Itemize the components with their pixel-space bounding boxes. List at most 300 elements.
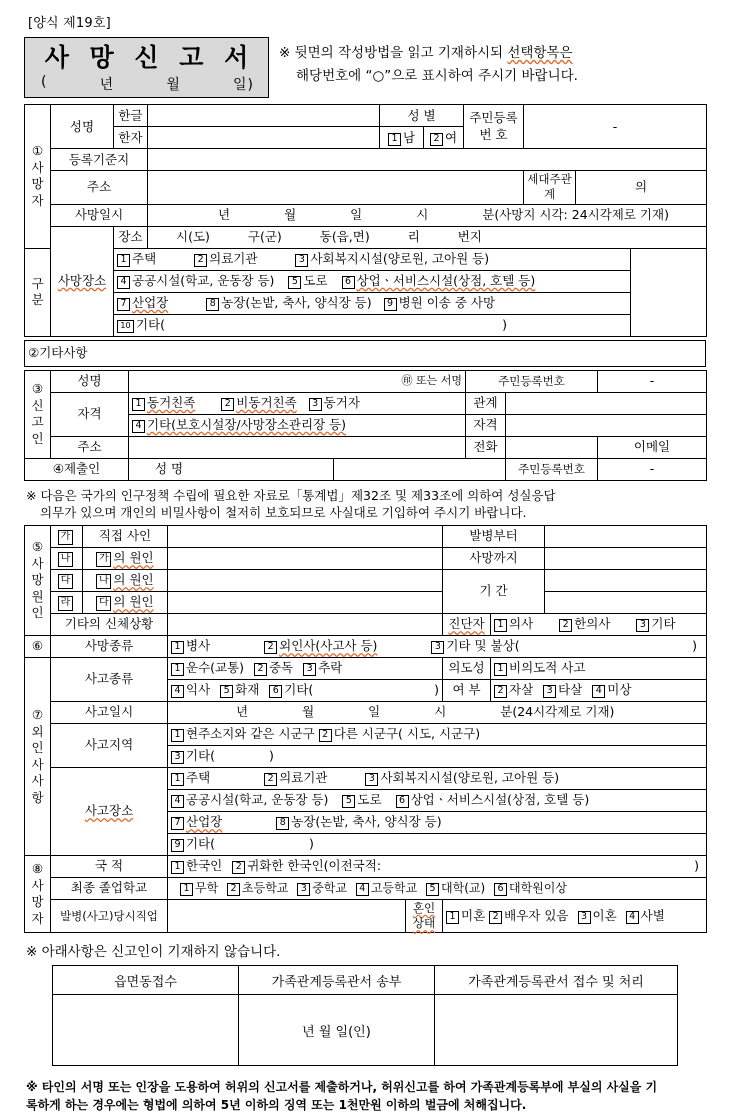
reporter-table [24,370,707,481]
boxed-ra-icon: 라 [58,596,73,611]
diagnoser-options[interactable] [491,614,707,636]
death-place-opt-10-close: ) [502,316,508,332]
table-row [25,171,707,204]
table-row [25,570,707,592]
table-row [25,340,706,366]
intent-row2[interactable] [491,680,707,702]
accident-place-row4[interactable] [168,834,707,856]
registry-base-label: 등록기준지 [51,149,148,171]
marital-opt-4-label: 사별 [640,908,665,924]
boxed-num-2-icon: 2 [494,685,507,698]
external-label-ch-4: 사 [31,773,44,789]
nationality-label: 국 적 [51,856,168,878]
receipt-header-2: 가족관계등록관서 접수 및 처리 [435,966,678,995]
accident-kind-opt-2[interactable] [254,660,293,675]
acc-dt-minute: 분(24시각제로 기재) [500,704,615,720]
education-opt-5[interactable] [426,881,485,895]
submitter-rrn-label: 주민등록번호 [506,458,598,480]
death-kind-label: 사망종류 [51,636,168,658]
death-place-type-row3[interactable] [114,292,631,314]
accident-place-opt-5[interactable] [342,792,381,807]
table-row [53,966,678,995]
header-instruction-line1: ※ 뒷면의 작성방법을 읽고 기재하시되 [279,45,508,61]
address-label: 주소 [51,171,148,204]
accident-datetime-input[interactable] [168,702,707,724]
accident-place-row2[interactable] [168,790,707,812]
intent-row1[interactable] [491,658,707,680]
accident-kind-opt-6-label: 기타( [284,682,314,698]
external-label-ch-0: ⑦ [31,707,44,723]
death-place-opt-9-label: 병원 이송 중 사망 [398,294,496,310]
boxed-num-9-icon: 9 [171,839,184,852]
occupation-label: 발병(사고)당시직업 [51,900,168,933]
acc-dt-day: 일 [368,704,381,720]
other-matters-label[interactable]: ②기타사항 [25,340,706,366]
reporter-qual-opt-1-label: 동거친족 [147,394,196,410]
submitter-name-input[interactable] [334,458,506,480]
boxed-num-4-icon: 4 [626,911,639,924]
death-kind-opt-1[interactable] [171,638,210,653]
boxed-num-2-icon: 2 [559,619,572,632]
accident-kind-opt-3[interactable] [303,660,342,675]
boxed-num-6-icon: 6 [494,883,507,896]
death-kind-opt-2-label: 외인사(사고사 등) [279,638,378,654]
death-place-type-row1[interactable] [114,248,631,270]
duration-input-1[interactable] [545,526,707,548]
death-place-address-input[interactable] [148,226,707,248]
table-row [25,856,707,878]
boxed-num-1-icon: 1 [180,883,193,896]
table-row [25,270,707,292]
accident-place-opt-1-label: 주택 [186,770,211,786]
education-options[interactable] [168,878,707,900]
gender-option-female[interactable] [424,127,464,149]
section-label-deceased [25,105,51,248]
reporter-rrn-input[interactable]: - [598,370,707,392]
marital-opt-1-label: 미혼 [461,908,486,924]
reporter-seal-hint: ㊞ 또는 서명 [401,373,462,387]
cause-input-ra[interactable] [168,592,443,614]
intent-opt-4[interactable] [592,682,631,697]
accident-datetime-label: 사고일시 [51,702,168,724]
death-kind-options[interactable] [168,636,707,658]
submitter-name-label: 성 명 [129,458,334,480]
marital-opt-4[interactable] [626,908,665,923]
section-label-ch-0: ① [31,143,44,159]
table-row [25,392,707,414]
cause-desc-da-text: 의 원인 [113,572,154,588]
education-opt-6[interactable] [494,881,567,895]
other-condition-input[interactable] [168,614,443,636]
receipt-header-0: 읍면동접수 [53,966,239,995]
section-label-cause [25,526,51,636]
accident-kind-opt-1[interactable] [171,660,244,675]
duration-input-4[interactable] [545,592,707,614]
statistics-note-line2: 의무가 있으며 개인의 비밀사항이 철저히 보호되므로 사실대로 기입하여 주시기 바랍니다. [40,505,527,521]
accident-place-opt-4-label: 공공시설(학교, 운동장 등) [186,792,329,808]
accident-place-opt-9-close: ) [309,836,314,852]
head-relation-label: 세대주관계 [524,171,576,204]
nationality-opt-2[interactable] [232,858,381,873]
death-datetime-label: 사망일시 [51,204,148,226]
boxed-num-1-icon: 1 [446,911,459,924]
external-label-ch-1: 외 [31,723,44,739]
cause-mark-ga [51,526,83,548]
title-date-line [25,73,268,94]
rrn-label [464,105,524,149]
education-opt-2-label: 초등학교 [242,880,289,895]
boxed-num-1-icon: 1 [494,663,507,676]
death-place-opt-1[interactable] [117,251,156,266]
death-place-opt-5[interactable] [288,273,327,288]
nationality-opt-2-close: ) [694,858,700,874]
accident-region-opt-2[interactable] [319,726,480,741]
reporter-email-label: 이메일 [598,436,707,458]
place-gu: 구(군) [247,228,282,244]
accident-place-opt-9-label: 기타( [186,836,216,852]
gender-option-male[interactable] [380,127,424,149]
reporter-qual2-input[interactable] [506,414,707,436]
accident-region-row2[interactable] [168,746,707,768]
accident-kind-opt-5[interactable] [220,682,259,697]
death-place-opt-8-label: 농장(논밭, 축사, 양식장 등) [221,294,372,310]
head-relation-input[interactable]: 의 [576,171,707,204]
cause-desc-da [83,570,168,592]
accident-place-opt-2[interactable] [264,770,327,785]
diagnoser-opt-2[interactable] [559,616,610,631]
cause-mark-ra [51,592,83,614]
death-place-opt-6[interactable] [342,273,536,288]
submitter-rrn-input[interactable]: - [598,458,707,480]
reporter-address-label: 주소 [51,436,129,458]
name-hanja-input[interactable] [148,127,380,149]
cause-desc-na-text: 의 원인 [113,550,154,566]
education-opt-5-label: 대학(교) [441,880,486,895]
reporter-name-input[interactable] [129,370,466,392]
reporter-address-input[interactable] [129,436,466,458]
intent-label-line1: 의도성 [443,658,491,680]
boxed-num-5-icon: 5 [426,883,439,896]
rrn-label-line2: 번 호 [479,126,508,142]
cause-desc-ra [83,592,168,614]
death-place-opt-7[interactable] [117,295,168,310]
accident-region-opt-1-label: 현주소지와 같은 시군구 [186,726,315,742]
section-label-ch-1: 사 [31,159,44,175]
accident-region-label: 사고지역 [51,724,168,768]
education-opt-1[interactable] [180,881,218,895]
boxed-num-2-icon: 2 [194,254,207,267]
boxed-num-3-icon: 3 [365,773,378,786]
education-opt-3[interactable] [297,881,347,895]
death-place-opt-7-label: 산업장 [132,294,169,310]
accident-place-opt-6[interactable] [396,792,590,807]
header-instruction-line2: 해당번호에 “○”으로 표시하여 주시기 바랍니다. [296,68,578,85]
death-report-form-page [0,12,730,1113]
reporter-qual-opt-3-label: 동거자 [323,394,360,410]
boxed-num-4-icon: 4 [117,276,130,289]
rrn-label-line1: 주민등록 [469,110,518,126]
occupation-input[interactable] [168,900,406,933]
table-row [25,614,707,636]
statistics-note-line1: ※ 다음은 국가의 인구정책 수립에 필요한 자료로「통계법」제32조 및 제33조에 의하여 성실응답 [26,487,556,503]
accident-place-opt-7[interactable] [171,814,222,829]
accident-region-row1[interactable] [168,724,707,746]
accident-kind-opt-3-label: 추락 [318,660,343,676]
death-place-opt-2[interactable] [194,251,257,266]
boxed-num-2-icon: 2 [254,663,267,676]
boxed-num-3-icon: 3 [171,751,184,764]
dt-minute: 분(사망지 시각: 24시각제로 기재) [482,206,669,222]
accident-kind-row2[interactable] [168,680,443,702]
boxed-num-5-icon: 5 [288,276,301,289]
boxed-num-4-icon: 4 [171,685,184,698]
accident-kind-opt-2-label: 중독 [269,660,294,676]
table-row [25,702,707,724]
death-place-opt-9[interactable] [384,295,495,310]
education-opt-2[interactable] [227,881,288,895]
form-header [24,37,706,98]
boxed-da-icon: 다 [58,574,73,589]
table-row [53,995,678,1066]
reporter-label-ch-0: ③ [31,381,44,397]
duration-input-3[interactable] [545,570,707,592]
marital-opt-3[interactable] [578,908,617,923]
accident-place-label [51,768,168,856]
main-table-bottom [24,525,707,933]
cause-input-na[interactable] [168,548,443,570]
boxed-na-ref-icon: 나 [96,574,111,589]
cause-mark-na [51,548,83,570]
diagnoser-label-text: 진단자 [448,616,485,632]
reporter-qual-opt-4[interactable] [132,417,346,432]
reporter-name-label: 성명 [51,370,129,392]
boxed-num-7-icon: 7 [117,298,130,311]
boxed-num-1-icon: 1 [388,133,401,146]
boxed-num-3-icon: 3 [303,663,316,676]
reporter-qual-opt-3[interactable] [309,395,360,410]
death-place-opt-2-label: 의료기관 [209,250,258,266]
diagnoser-opt-1[interactable] [494,616,533,631]
reporter-qual-row1[interactable] [129,392,466,414]
boxed-num-5-icon: 5 [342,795,355,808]
table-row [25,658,707,680]
intent-label-line2: 여 부 [443,680,491,702]
diagnoser-opt-3[interactable] [636,616,675,631]
marital-opt-2-label: 배우자 있음 [504,908,569,924]
boxed-num-2-icon: 2 [430,133,443,146]
accident-kind-opt-4[interactable] [171,682,210,697]
name-label: 성명 [51,105,114,149]
boxed-num-8-icon: 8 [206,298,219,311]
death-place-opt-3[interactable] [295,251,489,266]
accident-region-opt-3-close: ) [269,748,274,764]
accident-place-opt-3[interactable] [365,770,559,785]
other-condition-label: 기타의 신체상황 [51,614,168,636]
marital-label-text: 혼인상태 [412,901,436,931]
date-paren-open: ( [41,74,48,91]
table-row [25,592,707,614]
boxed-num-3-icon: 3 [431,641,444,654]
death-place-opt-4[interactable] [117,273,274,288]
boxed-da-ref-icon: 다 [96,596,111,611]
date-day-label: 일) [233,77,254,94]
boxed-num-1-icon: 1 [494,619,507,632]
accident-place-opt-4[interactable] [171,792,328,807]
accident-kind-row1[interactable] [168,658,443,680]
table-row [25,768,707,790]
marital-options[interactable] [443,900,707,933]
duration-label-line1: 발병부터 [443,526,545,548]
death-datetime-input[interactable] [148,204,707,226]
diagnoser-opt-2-label: 한의사 [574,616,611,632]
boxed-num-2-icon: 2 [221,398,234,411]
accident-kind-opt-6[interactable] [269,682,313,697]
intent-opt-2[interactable] [494,682,533,697]
acc-dt-year: 년 [236,704,249,720]
boxed-num-1-icon: 1 [171,729,184,742]
main-table-top [24,104,707,336]
accident-region-opt-2-label: 다른 시군구( 시도, 시군구) [333,726,481,742]
education-opt-4[interactable] [356,881,417,895]
receipt-header-1: 가족관계등록관서 송부 [239,966,435,995]
marital-opt-3-label: 이혼 [592,908,617,924]
boxed-num-1-icon: 1 [171,641,184,654]
intent-opt-1-label: 비의도적 사고 [509,660,586,676]
death-place-opt-10[interactable] [117,317,165,332]
cause-desc-ga: 직접 사인 [83,526,168,548]
boxed-num-6-icon: 6 [342,276,355,289]
reporter-qual-opt-2[interactable] [221,395,296,410]
boxed-num-3-icon: 3 [309,398,322,411]
boxed-num-7-icon: 7 [171,817,184,830]
death-place-sub-label: 장소 [114,226,148,248]
nationality-opt-1[interactable] [171,858,222,873]
dt-year: 년 [218,206,231,222]
table-row [25,878,707,900]
accident-place-opt-9[interactable] [171,836,215,851]
education-label: 최종 졸업학교 [51,878,168,900]
reporter-qual-opt-4-label: 기타(보호시설장/사망장소관리장 등) [147,416,347,432]
receipt-cell-1[interactable]: 년 월 일(인) [239,995,435,1066]
reporter-phone-label: 전화 [466,436,506,458]
nationality-options[interactable] [168,856,707,878]
boxed-num-4-icon: 4 [171,795,184,808]
accident-kind-opt-5-label: 화재 [235,682,260,698]
accident-place-label-text: 사고장소 [84,803,134,819]
reporter-phone-input[interactable] [506,436,598,458]
reporter-qual2-label: 자격 [466,414,506,436]
reporter-relation-input[interactable] [506,392,707,414]
receipt-cell-2[interactable] [435,995,678,1066]
external-label-ch-2: 인 [31,740,44,756]
education-opt-1-label: 무학 [195,880,219,895]
nationality-opt-1-label: 한국인 [186,858,223,874]
death-place-opt-10-label: 기타( [136,316,166,332]
death-place-opt-8[interactable] [206,295,371,310]
acc-dt-hour: 시 [434,704,447,720]
education-opt-4-label: 고등학교 [370,880,418,895]
death-kind-opt-3[interactable] [431,638,519,653]
address-input[interactable] [148,171,524,204]
accident-place-opt-6-label: 상업ㆍ서비스시설(상점, 호텔 등) [410,792,590,808]
name-hangul-input[interactable] [148,105,380,127]
accident-region-opt-3[interactable] [171,748,215,763]
section-label-reporter [25,370,51,458]
cause-label-ch-3: 원 [31,588,44,604]
deceased-info-label-ch-2: 망 [31,894,44,910]
accident-region-opt-1[interactable] [171,726,315,741]
table-row [25,724,707,746]
death-place-label-text: 사망장소 [57,272,107,288]
death-place-opt-4-label: 공공시설(학교, 운동장 등) [132,272,275,288]
boxed-num-6-icon: 6 [396,795,409,808]
marital-opt-2[interactable] [489,908,568,923]
intent-opt-1[interactable] [494,660,585,675]
section-label-ch-2: 망 [31,176,44,192]
page-title: 사 망 신 고 서 [44,43,255,72]
diagnoser-opt-1-label: 의사 [509,616,534,632]
intent-opt-3-label: 타살 [558,682,583,698]
section-label-external [25,658,51,856]
boxed-num-2-icon: 2 [264,641,277,654]
accident-place-opt-8-label: 농장(논밭, 축사, 양식장 등) [291,814,442,830]
table-row [25,636,707,658]
table-row [25,248,707,270]
table-row [25,226,707,248]
table-row [25,900,707,933]
boxed-num-8-icon: 8 [276,817,289,830]
accident-place-row1[interactable] [168,768,707,790]
reporter-qual-opt-2-label: 비동거친족 [236,394,297,410]
death-place-type-row4[interactable] [114,314,631,336]
intent-opt-3[interactable] [543,682,582,697]
accident-place-opt-1[interactable] [171,770,210,785]
death-kind-opt-2[interactable] [264,638,377,653]
external-label-ch-5: 항 [31,789,44,805]
table-row [25,548,707,570]
table-row [25,314,707,336]
date-month-label: 월 [166,77,181,94]
footer-warning-line1: ※ 타인의 서명 또는 인장을 도용하여 허위의 신고서를 제출하거나, 허위신고를 하여 가족관계등록부에 부실의 사실을 기 [26,1080,658,1095]
boxed-num-4-icon: 4 [132,420,145,433]
cause-label-ch-2: 망 [31,572,44,588]
death-place-type-row2[interactable] [114,270,631,292]
duration-input-2[interactable] [545,548,707,570]
boxed-num-2-icon: 2 [232,861,245,874]
reporter-qual-opt-1[interactable] [132,395,195,410]
footer-warning [24,1078,706,1114]
reporter-qual-row2[interactable] [129,414,466,436]
rrn-input[interactable]: - [524,105,707,149]
receipt-cell-0[interactable] [53,995,239,1066]
accident-place-row3[interactable] [168,812,707,834]
death-place-opt-6-label: 상업ㆍ서비스시설(상점, 호텔 등) [356,272,536,288]
cause-input-ga[interactable] [168,526,443,548]
header-instruction [269,37,706,88]
marital-opt-1[interactable] [446,908,485,923]
accident-place-opt-8[interactable] [276,814,441,829]
registry-base-input[interactable] [148,149,707,171]
accident-place-opt-3-label: 사회복지시설(양로원, 고아원 등) [380,770,560,786]
dt-hour: 시 [416,206,429,222]
diagnoser-opt-3-label: 기타 [651,616,676,632]
cause-input-da[interactable] [168,570,443,592]
table-row [25,105,707,127]
death-kind-opt-3-close: ) [692,638,698,654]
boxed-ga-icon: 가 [58,530,73,545]
cause-label-ch-1: 사 [31,555,44,571]
accident-kind-opt-6-close: ) [434,682,440,698]
